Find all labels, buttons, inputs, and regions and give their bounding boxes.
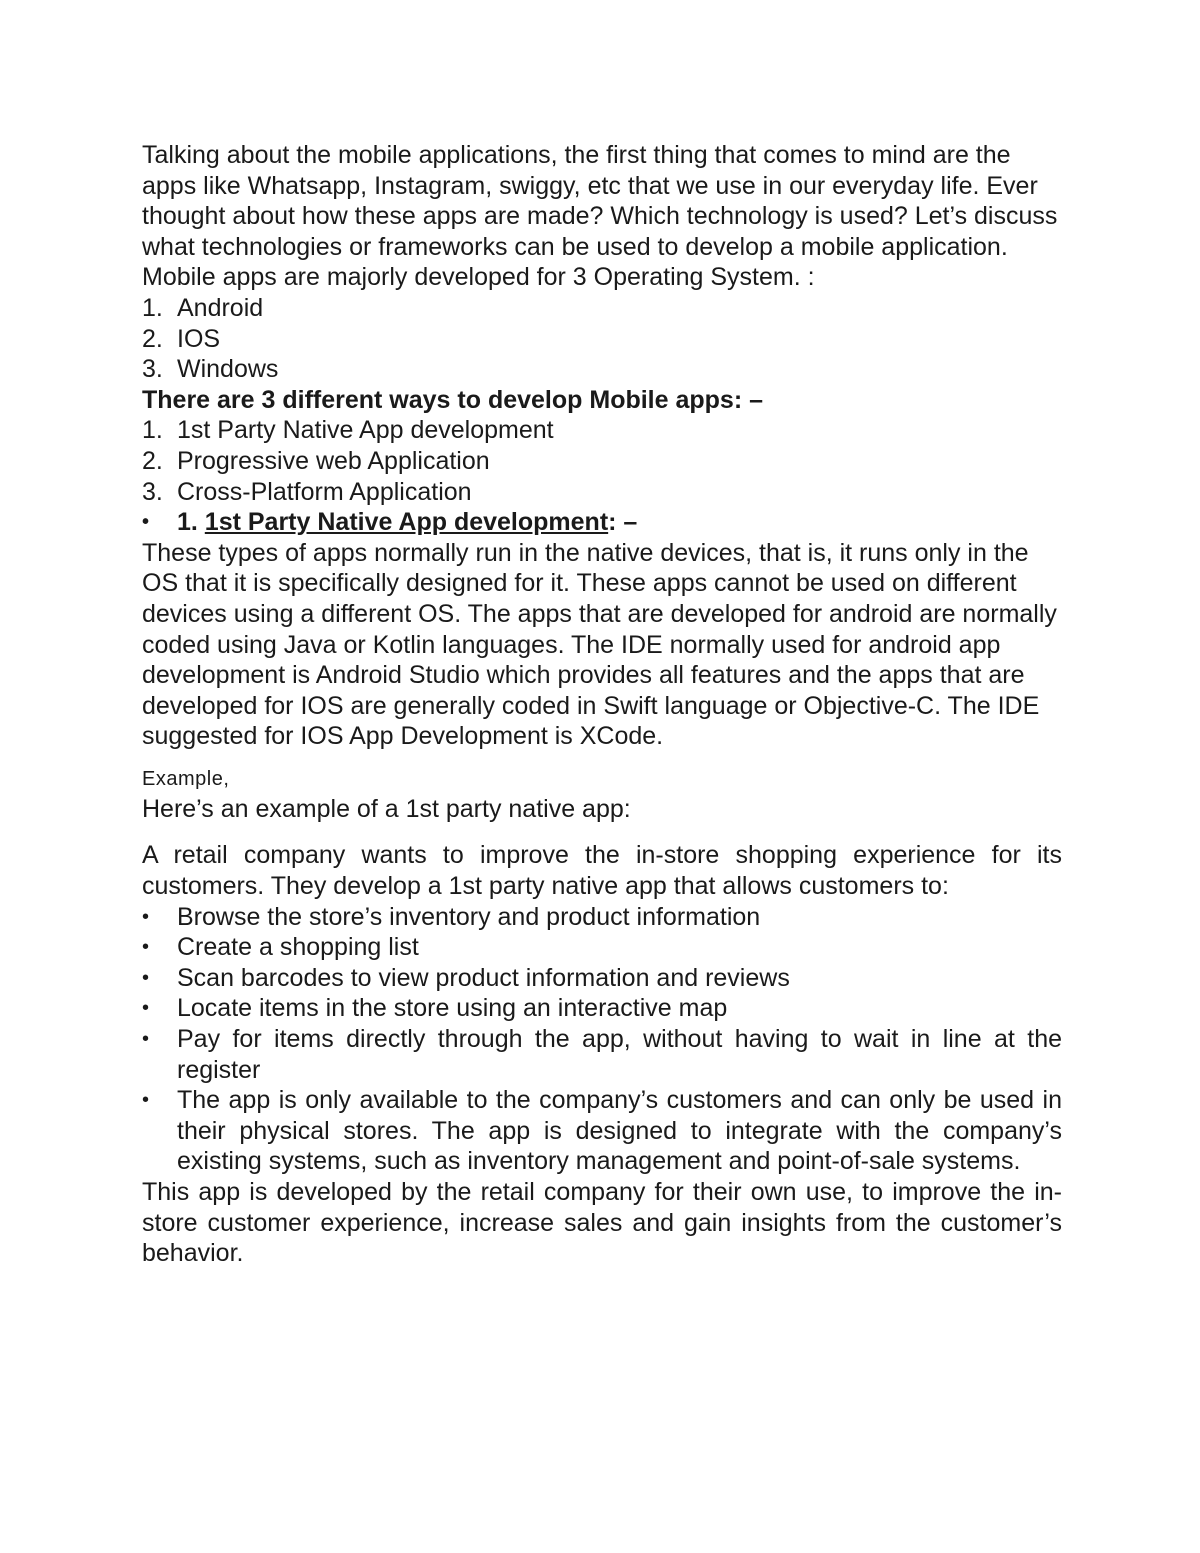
list-number: 1.: [142, 293, 163, 322]
section-heading-title: 1st Party Native App development: [204, 508, 609, 537]
bullet-icon: •: [142, 966, 150, 989]
bullet-icon: •: [142, 997, 150, 1020]
ways-list: [142, 415, 1062, 507]
list-item: [142, 354, 1062, 385]
list-item: [142, 932, 1062, 963]
list-item-text: Pay for items directly through the app, without having to wait in line at the register: [177, 1025, 1062, 1084]
list-item-text: Browse the store’s inventory and product information: [177, 902, 761, 931]
list-item: [142, 1085, 1062, 1177]
list-number: 1.: [142, 416, 163, 445]
bullet-icon: •: [142, 1028, 150, 1051]
list-number: 2.: [142, 446, 163, 475]
list-item: [142, 1024, 1062, 1085]
list-item-text: Progressive web Application: [177, 446, 490, 475]
list-item-text: Windows: [177, 355, 279, 384]
list-number: 3.: [142, 355, 163, 384]
ways-heading: There are 3 different ways to develop Mobile apps: –: [142, 385, 763, 414]
section-heading-list: [142, 507, 1062, 538]
list-item: [142, 446, 1062, 477]
list-item-text: IOS: [177, 324, 221, 353]
bullet-icon: •: [142, 511, 150, 534]
example-intro: Here’s an example of a 1st party native app:: [142, 794, 631, 823]
list-item: [142, 993, 1062, 1024]
list-item-text: Cross-Platform Application: [177, 477, 472, 506]
list-number: 3.: [142, 477, 163, 506]
section-heading: [142, 507, 1062, 538]
closing-paragraph: This app is developed by the retail company for their own use, to improve the in-store customer experience, increase sales and gain insights from the customer’s behavior.: [142, 1178, 1062, 1268]
features-list: [142, 902, 1062, 1177]
section-heading-suffix: : –: [608, 508, 638, 537]
bullet-icon: •: [142, 1089, 150, 1112]
list-item-text: Locate items in the store using an interactive map: [177, 994, 728, 1023]
list-item: [142, 293, 1062, 324]
list-item: [142, 477, 1062, 508]
list-item: [142, 902, 1062, 933]
bullet-icon: •: [142, 936, 150, 959]
list-item-text: Android: [177, 293, 264, 322]
list-item-text: Create a shopping list: [177, 933, 419, 962]
list-number: 2.: [142, 324, 163, 353]
list-item-text: The app is only available to the company’s customers and can only be used in their physical stores. The app is designed to integrate with the company’s existing systems, such as inventory management and point-of-sale systems.: [177, 1086, 1062, 1176]
bullet-icon: •: [142, 905, 150, 928]
intro-paragraph: Talking about the mobile applications, the first thing that comes to mind are the apps like Whatsapp, Instagram, swiggy, etc that we use in our everyday life. Ever thought about how these apps are made? Which technology is used? Let’s discuss what technologies or frameworks can be used to develop a mobile application. Mobile apps are majorly developed for 3 Operating System. :: [142, 141, 1058, 292]
list-item-text: Scan barcodes to view product information and reviews: [177, 963, 790, 992]
native-paragraph: These types of apps normally run in the native devices, that is, it runs only in the OS that it is specifically designed for it. These apps cannot be used on different devices using a different OS. The apps that are developed for android are normally coded using Java or Kotlin languages. The IDE normally used for android app development is Android Studio which provides all features and the apps that are developed for IOS are generally coded in Swift language or Objective-C. The IDE suggested for IOS App Development is XCode.: [142, 538, 1057, 751]
section-heading-prefix: 1.: [177, 508, 205, 537]
list-item: [142, 415, 1062, 446]
document-page: [142, 140, 1062, 1269]
example-label: Example,: [142, 767, 230, 790]
list-item: [142, 324, 1062, 355]
list-item: [142, 963, 1062, 994]
list-item-text: 1st Party Native App development: [177, 416, 554, 445]
example-paragraph: A retail company wants to improve the in-store shopping experience for its customers. They develop a 1st party native app that allows customers to:: [142, 841, 1062, 901]
os-list: [142, 293, 1062, 385]
